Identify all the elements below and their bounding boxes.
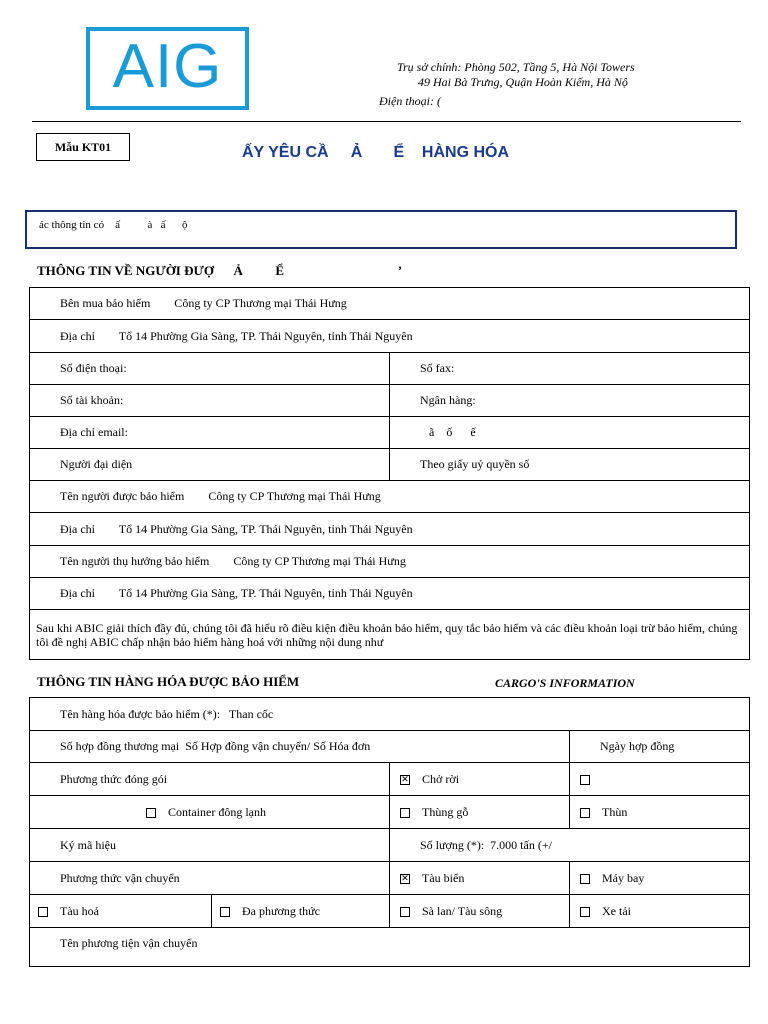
rail-checkbox[interactable] — [38, 907, 48, 917]
fax-field[interactable]: Số fax: — [390, 353, 750, 385]
declaration-text: Sau khi ABIC giải thích đầy đủ, chúng tôi đã hiểu rõ điều kiện điều khoản bảo hiểm, quy tắc bảo hiểm và các điều khoản loại trừ bảo hiểm, chúng tôi đề nghị ABIC chấp nhận bảo hiểm hàng hoá với những nội dung như — [30, 610, 750, 660]
section-heading-insured: THÔNG TIN VỀ NGƯỜI ĐƯỢ Ả Ể ’ — [37, 263, 403, 278]
rail-option[interactable] — [30, 895, 212, 928]
aig-logo: AIG — [86, 27, 249, 110]
beneficiary-field[interactable]: Tên người thụ hưởng bảo hiểm Công ty CP Thương mại Thái Hưng — [30, 546, 750, 578]
beneficiary-address-field[interactable]: Địa chỉ Tổ 14 Phường Gia Sàng, TP. Thái Nguyên, tỉnh Thái Nguyên — [30, 578, 750, 610]
packing-extra-option[interactable] — [570, 763, 750, 796]
multimodal-checkbox[interactable] — [220, 907, 230, 917]
reefer-option[interactable] — [30, 796, 390, 829]
insured-address-field[interactable]: Địa chỉ Tổ 14 Phường Gia Sàng, TP. Thái Nguyên, tỉnh Thái Nguyên — [30, 513, 750, 546]
truck-label: Xe tải — [602, 903, 631, 918]
rail-label: Tàu hoả — [60, 903, 99, 918]
tax-code-field[interactable]: ã ố ế — [390, 417, 750, 449]
buyer-address-field[interactable]: Địa chỉ Tổ 14 Phường Gia Sàng, TP. Thái Nguyên, tỉnh Thái Nguyên — [30, 320, 750, 353]
bank-field[interactable]: Ngân hàng: — [390, 385, 750, 417]
authorization-field[interactable]: Theo giấy uỷ quyền số — [390, 449, 750, 481]
packing-extra-checkbox[interactable] — [580, 775, 590, 785]
representative-field[interactable]: Người đại diện — [30, 449, 390, 481]
wooden-case-checkbox[interactable] — [400, 808, 410, 818]
multimodal-label: Đa phương thức — [242, 903, 321, 918]
email-field[interactable]: Địa chỉ email: — [30, 417, 390, 449]
wooden-case-label: Thùng gỗ — [422, 804, 469, 819]
barge-label: Sà lan/ Tàu sông — [422, 903, 503, 918]
packing-method-label: Phương thức đóng gói — [30, 763, 390, 796]
ship-checkbox[interactable]: ✕ — [401, 873, 409, 884]
header-rule — [32, 121, 741, 122]
page-title: ẤY YÊU CẦ Ả Ể HÀNG HÓA — [242, 144, 510, 161]
info-box: ác thông tin có ấ à ấ ộ — [25, 210, 737, 249]
air-checkbox[interactable] — [580, 874, 590, 884]
phone-field[interactable]: Số điện thoại: — [30, 353, 390, 385]
bulk-checkbox[interactable]: ✕ — [401, 774, 409, 785]
barrel-option[interactable] — [570, 796, 750, 829]
barrel-checkbox[interactable] — [580, 808, 590, 818]
air-label: Máy bay — [602, 870, 645, 885]
air-option[interactable] — [570, 862, 750, 895]
marks-field[interactable]: Ký mã hiệu — [30, 829, 390, 862]
cargo-info-table — [29, 697, 750, 967]
multimodal-option[interactable] — [212, 895, 390, 928]
insured-info-table — [29, 287, 750, 660]
bulk-label: Chở rời — [422, 771, 460, 786]
ship-option[interactable] — [390, 862, 570, 895]
barge-checkbox[interactable] — [400, 907, 410, 917]
phone-label: Điện thoại: ( — [379, 94, 441, 108]
vehicle-name-field[interactable]: Tên phương tiện vận chuyển — [30, 928, 750, 967]
cargo-name-field[interactable]: Tên hàng hóa được bảo hiểm (*): Than cốc — [30, 698, 750, 731]
reefer-label: Container đông lạnh — [168, 804, 266, 819]
wooden-case-option[interactable] — [390, 796, 570, 829]
barrel-label: Thùn — [602, 804, 628, 819]
insured-name-field[interactable]: Tên người được bảo hiểm Công ty CP Thương mại Thái Hưng — [30, 481, 750, 513]
bulk-option[interactable] — [390, 763, 570, 796]
section-heading-cargo: THÔNG TIN HÀNG HÓA ĐƯỢC BẢO HIỂM — [37, 674, 300, 689]
contract-date-field[interactable]: Ngày hợp đồng — [570, 731, 750, 763]
truck-option[interactable] — [570, 895, 750, 928]
quantity-field[interactable]: Số lượng (*): 7.000 tấn (+/ — [390, 829, 750, 862]
contract-number-field[interactable]: Số hợp đồng thương mại Số Hợp đồng vận chuyển/ Số Hóa đơn — [30, 731, 570, 763]
transport-method-label: Phương thức vận chuyển — [30, 862, 390, 895]
truck-checkbox[interactable] — [580, 907, 590, 917]
barge-option[interactable] — [390, 895, 570, 928]
buyer-field[interactable]: Bên mua bảo hiểm Công ty CP Thương mại Thái Hưng — [30, 288, 750, 320]
section-heading-cargo-en: CARGO'S INFORMATION — [495, 676, 635, 690]
form-code: Mẫu KT01 — [36, 133, 130, 161]
reefer-checkbox[interactable] — [146, 808, 156, 818]
ship-label: Tàu biển — [422, 870, 465, 885]
account-field[interactable]: Số tài khoản: — [30, 385, 390, 417]
head-office-address: Trụ sở chính: Phòng 502, Tầng 5, Hà Nội Towers — [397, 60, 635, 74]
street-address: 49 Hai Bà Trưng, Quận Hoàn Kiếm, Hà Nộ — [418, 75, 628, 89]
